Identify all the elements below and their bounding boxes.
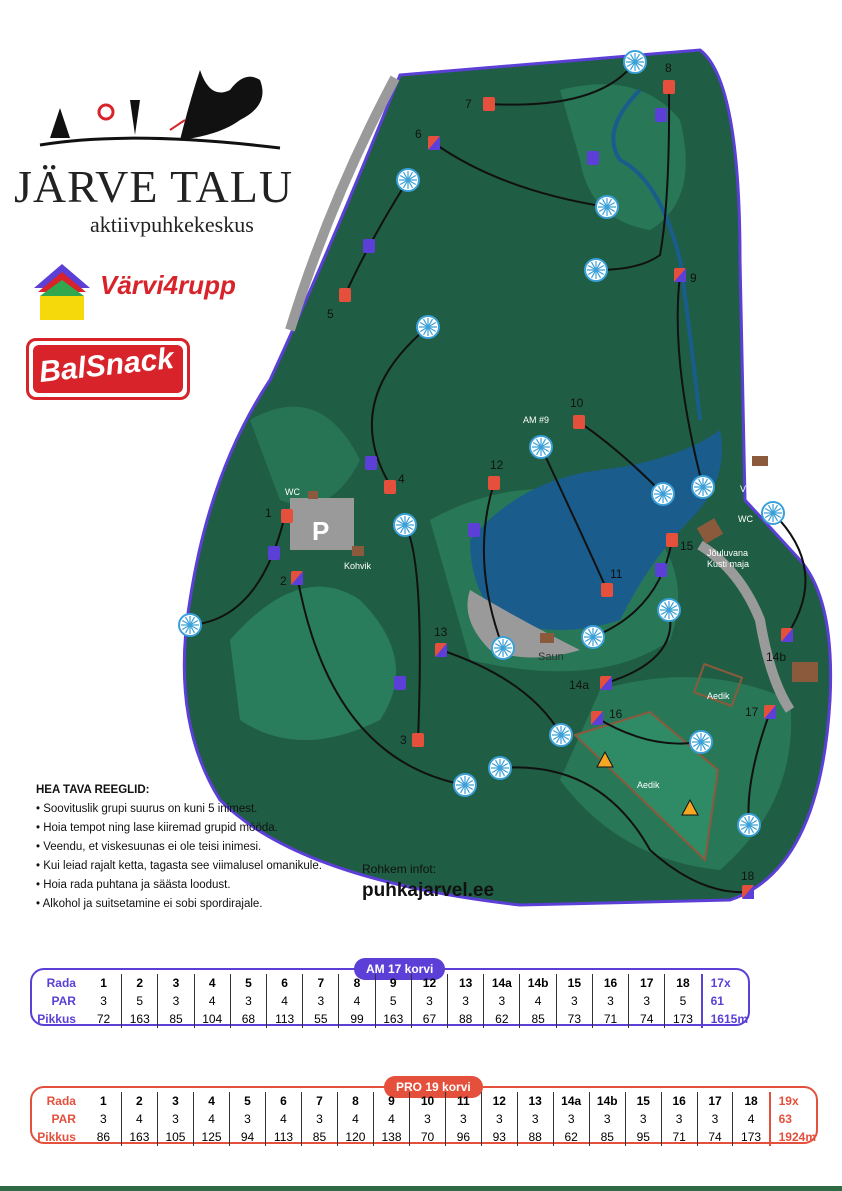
aedik-small-label: Aedik bbox=[707, 691, 730, 701]
pro-rada-cell: 1 bbox=[100, 1094, 107, 1108]
am-par-cell: 3 bbox=[100, 994, 107, 1008]
am-tee bbox=[394, 676, 406, 690]
pro-rada-cell: 13 bbox=[517, 1092, 553, 1110]
am-rada-cell: 12 bbox=[411, 974, 447, 992]
pro-rada-cell: 7 bbox=[302, 1092, 338, 1110]
pro-par-cell: 3 bbox=[302, 1110, 338, 1128]
pro-rada-cell: 3 bbox=[157, 1092, 193, 1110]
basket-icon[interactable] bbox=[394, 514, 416, 536]
pro-pikkus-cell: 125 bbox=[194, 1128, 230, 1146]
hole-number-label: 12 bbox=[490, 458, 504, 472]
aedik-big-label: Aedik bbox=[637, 780, 660, 790]
am-pikkus-label: Pikkus bbox=[37, 1012, 76, 1026]
sponsor-balsnack-label: BalSnack bbox=[37, 342, 176, 389]
am-rada-cell: 14a bbox=[484, 974, 520, 992]
pro-pikkus-cell: 62 bbox=[553, 1128, 589, 1146]
am-rada-cell: 9 bbox=[375, 974, 411, 992]
hole-number-label: 13 bbox=[434, 625, 448, 639]
kohvik-label: Kohvik bbox=[344, 561, 372, 571]
saun-icon bbox=[540, 633, 554, 643]
pro-table bbox=[36, 1092, 816, 1146]
am-tee bbox=[468, 523, 480, 537]
am-scorecard bbox=[30, 962, 750, 1026]
pro-par-cell: 3 bbox=[230, 1110, 266, 1128]
basket-icon[interactable] bbox=[762, 502, 784, 524]
info-url[interactable]: puhkajarvel.ee bbox=[362, 880, 495, 901]
am-par-cell: 4 bbox=[520, 992, 556, 1010]
pro-par-cell: 3 bbox=[589, 1110, 625, 1128]
kohvik-icon bbox=[352, 546, 364, 556]
pro-pikkus-cell: 113 bbox=[265, 1128, 301, 1146]
pro-pikkus-row bbox=[36, 1128, 816, 1146]
am-rada-cell: 17 bbox=[629, 974, 665, 992]
pro-pikkus-cell: 93 bbox=[481, 1128, 517, 1146]
hole-number-label: 4 bbox=[398, 472, 405, 486]
rule-item: • Veendu, et viskesuunas ei ole teisi inimesi. bbox=[36, 840, 366, 854]
am-pikkus-cell: 55 bbox=[303, 1010, 339, 1028]
am-tee bbox=[655, 563, 667, 577]
pro-rada-cell: 15 bbox=[625, 1092, 661, 1110]
pro-rada-cell: 14a bbox=[553, 1092, 589, 1110]
basket-icon[interactable] bbox=[530, 436, 552, 458]
am-par-cell: 3 bbox=[230, 992, 266, 1010]
basket-icon[interactable] bbox=[690, 731, 712, 753]
pro-par-cell: 3 bbox=[481, 1110, 517, 1128]
hole-number-label: 7 bbox=[465, 97, 472, 111]
hole-number-label: 2 bbox=[280, 574, 287, 588]
basket-icon[interactable] bbox=[692, 476, 714, 498]
pro-pikkus-cell: 120 bbox=[337, 1128, 373, 1146]
am-rada-cell: 8 bbox=[339, 974, 375, 992]
pro-pikkus-cell: 95 bbox=[625, 1128, 661, 1146]
am-rada-cell: 13 bbox=[448, 974, 484, 992]
am-pikkus-total: 1615m bbox=[702, 1010, 748, 1028]
rules-box bbox=[36, 784, 366, 916]
am-pikkus-row bbox=[36, 1010, 748, 1028]
pro-tag: PRO 19 korvi bbox=[384, 1076, 483, 1098]
am-tee bbox=[268, 546, 280, 560]
info-label: Rohkem infot: bbox=[362, 862, 437, 876]
pro-rada-cell: 2 bbox=[121, 1092, 157, 1110]
pro-rada-cell: 11 bbox=[445, 1092, 481, 1110]
saun-label: Saun bbox=[538, 651, 564, 663]
sponsor-varvigrupp-icon bbox=[30, 258, 94, 322]
pro-rada-cell: 8 bbox=[337, 1092, 373, 1110]
am-par-cell: 5 bbox=[122, 992, 158, 1010]
hole-number-label: 17 bbox=[745, 705, 759, 719]
pro-par-cell: 3 bbox=[517, 1110, 553, 1128]
pro-pikkus-cell: 94 bbox=[230, 1128, 266, 1146]
pro-par-cell: 4 bbox=[265, 1110, 301, 1128]
rule-item: • Alkohol ja suitsetamine ei sobi spordirajale. bbox=[36, 897, 366, 911]
rule-item: • Kui leiad rajalt ketta, tagasta see viimalusel omanikule. bbox=[36, 859, 366, 873]
hole-number-label: 8 bbox=[665, 61, 672, 75]
sponsor-varvigrupp-label: Värvi4rupp bbox=[100, 270, 236, 300]
am-par-cell: 3 bbox=[484, 992, 520, 1010]
basket-icon[interactable] bbox=[582, 626, 604, 648]
pro-par-cell: 3 bbox=[661, 1110, 697, 1128]
am-pikkus-cell: 88 bbox=[448, 1010, 484, 1028]
pro-par-label: PAR bbox=[51, 1112, 76, 1126]
am-rada-cell: 5 bbox=[230, 974, 266, 992]
am-par-cell: 3 bbox=[303, 992, 339, 1010]
hole-number-label: 3 bbox=[400, 733, 407, 747]
pro-pikkus-cell: 85 bbox=[302, 1128, 338, 1146]
am-par-total: 61 bbox=[702, 992, 748, 1010]
am-rada-cell: 6 bbox=[267, 974, 303, 992]
pro-rada-cell: 4 bbox=[194, 1092, 230, 1110]
pro-par-total: 63 bbox=[770, 1110, 816, 1128]
am-pikkus-cell: 163 bbox=[375, 1010, 411, 1028]
am-par-label: PAR bbox=[51, 994, 76, 1008]
am-pikkus-cell: 73 bbox=[556, 1010, 592, 1028]
am-pikkus-cell: 113 bbox=[267, 1010, 303, 1028]
pro-pikkus-cell: 74 bbox=[697, 1128, 733, 1146]
am-pikkus-cell: 62 bbox=[484, 1010, 520, 1028]
pro-par-cell: 3 bbox=[410, 1110, 446, 1128]
am-par-cell: 4 bbox=[194, 992, 230, 1010]
pro-tee bbox=[483, 97, 495, 111]
am-par-cell: 3 bbox=[592, 992, 628, 1010]
hole-number-label: 9 bbox=[690, 271, 697, 285]
basket-icon[interactable] bbox=[179, 614, 201, 636]
pro-scorecard bbox=[30, 1080, 818, 1144]
vibulasketorn-icon bbox=[752, 456, 768, 466]
am-tag: AM 17 korvi bbox=[354, 958, 445, 980]
hole-number-label: 15 bbox=[680, 539, 694, 553]
wc-left-icon bbox=[308, 491, 318, 499]
pro-rada-cell: 10 bbox=[410, 1092, 446, 1110]
hole-number-label: 14a bbox=[569, 678, 590, 692]
pro-par-cell: 4 bbox=[194, 1110, 230, 1128]
pro-par-row bbox=[36, 1110, 816, 1128]
am-par-cell: 3 bbox=[448, 992, 484, 1010]
am-pikkus-cell: 85 bbox=[520, 1010, 556, 1028]
pro-tee bbox=[384, 480, 396, 494]
rules-heading: HEA TAVA REEGLID: bbox=[36, 784, 150, 796]
basket-icon[interactable] bbox=[454, 774, 476, 796]
basket-icon[interactable] bbox=[652, 483, 674, 505]
pro-tee bbox=[488, 476, 500, 490]
am-pikkus-cell: 85 bbox=[158, 1010, 194, 1028]
pro-tee bbox=[412, 733, 424, 747]
am-pikkus-cell: 163 bbox=[122, 1010, 158, 1028]
pro-pikkus-cell: 138 bbox=[373, 1128, 409, 1146]
vibulasketorn-label: Vibulasketorn bbox=[740, 484, 795, 494]
basket-icon[interactable] bbox=[417, 316, 439, 338]
am-pikkus-cell: 99 bbox=[339, 1010, 375, 1028]
rule-item: • Hoia rada puhtana ja säästa loodust. bbox=[36, 878, 366, 892]
brand-logo bbox=[30, 60, 290, 160]
am-pikkus-cell: 68 bbox=[230, 1010, 266, 1028]
footer-line bbox=[0, 1186, 842, 1191]
am-tee bbox=[587, 151, 599, 165]
wc-right-label: WC bbox=[738, 514, 753, 524]
pro-par-cell: 4 bbox=[337, 1110, 373, 1128]
am-rada-cell: 16 bbox=[592, 974, 628, 992]
pro-rada-total: 19x bbox=[770, 1092, 816, 1110]
am-rada-cell: 4 bbox=[194, 974, 230, 992]
pro-rada-cell: 17 bbox=[697, 1092, 733, 1110]
pro-pikkus-cell: 71 bbox=[661, 1128, 697, 1146]
am-par-cell: 3 bbox=[629, 992, 665, 1010]
pro-pikkus-cell: 70 bbox=[410, 1128, 446, 1146]
pro-pikkus-cell: 163 bbox=[121, 1128, 157, 1146]
am-par-cell: 3 bbox=[556, 992, 592, 1010]
am-rada-cell: 14b bbox=[520, 974, 556, 992]
rules-list bbox=[36, 802, 366, 911]
basket-icon[interactable] bbox=[658, 599, 680, 621]
am-pikkus-cell: 74 bbox=[629, 1010, 665, 1028]
pro-rada-cell: 14b bbox=[589, 1092, 625, 1110]
pro-pikkus-cell: 105 bbox=[157, 1128, 193, 1146]
pro-tee bbox=[281, 509, 293, 523]
pro-par-cell: 3 bbox=[625, 1110, 661, 1128]
pro-rada-cell: 18 bbox=[733, 1092, 770, 1110]
building-right-icon bbox=[792, 662, 818, 682]
pro-tee bbox=[601, 583, 613, 597]
am-rada-cell: 1 bbox=[100, 976, 107, 990]
am-pikkus-cell: 72 bbox=[96, 1012, 111, 1026]
hole-number-label: 1 bbox=[265, 506, 272, 520]
am-par-row bbox=[36, 992, 748, 1010]
am-pikkus-cell: 104 bbox=[194, 1010, 230, 1028]
wc-left-label: WC bbox=[285, 487, 300, 497]
hole-number-label: 18 bbox=[741, 869, 755, 883]
pro-rada-cell: 9 bbox=[373, 1092, 409, 1110]
pro-pikkus-cell: 86 bbox=[96, 1130, 111, 1144]
am-rada-label: Rada bbox=[46, 976, 76, 990]
pro-par-cell: 4 bbox=[373, 1110, 409, 1128]
hole-number-label: 5 bbox=[327, 307, 334, 321]
hole-number-label: 11 bbox=[610, 567, 623, 581]
pro-pikkus-label: Pikkus bbox=[37, 1130, 76, 1144]
pro-rada-label: Rada bbox=[46, 1094, 76, 1108]
rule-item: • Soovituslik grupi suurus on kuni 5 inimest. bbox=[36, 802, 366, 816]
pro-par-cell: 3 bbox=[553, 1110, 589, 1128]
parking-label: P bbox=[312, 516, 330, 546]
pro-par-cell: 3 bbox=[157, 1110, 193, 1128]
am-table bbox=[36, 974, 748, 1028]
pro-par-cell: 3 bbox=[100, 1112, 107, 1126]
am-tee bbox=[365, 456, 377, 470]
hole-number-label: 10 bbox=[570, 396, 584, 410]
am-rada-row bbox=[36, 974, 748, 992]
pro-rada-cell: 5 bbox=[230, 1092, 266, 1110]
am-par-cell: 3 bbox=[411, 992, 447, 1010]
sponsor-balsnack bbox=[26, 338, 190, 400]
am-rada-cell: 7 bbox=[303, 974, 339, 992]
pro-par-cell: 4 bbox=[121, 1110, 157, 1128]
basket-icon[interactable] bbox=[550, 724, 572, 746]
am-par-cell: 5 bbox=[665, 992, 702, 1010]
pro-par-cell: 3 bbox=[697, 1110, 733, 1128]
pro-pikkus-total: 1924m bbox=[770, 1128, 816, 1146]
basket-icon[interactable] bbox=[624, 51, 646, 73]
basket-icon[interactable] bbox=[492, 637, 514, 659]
pro-pikkus-cell: 96 bbox=[445, 1128, 481, 1146]
pro-par-cell: 3 bbox=[445, 1110, 481, 1128]
am-tee bbox=[655, 108, 667, 122]
pro-rada-cell: 16 bbox=[661, 1092, 697, 1110]
pro-rada-cell: 6 bbox=[265, 1092, 301, 1110]
sponsor-varvigrupp bbox=[30, 258, 236, 322]
basket-icon[interactable] bbox=[738, 814, 760, 836]
am-rada-total: 17x bbox=[702, 974, 748, 992]
pro-pikkus-cell: 85 bbox=[589, 1128, 625, 1146]
joulu-label-1: Jõuluvana bbox=[707, 548, 749, 558]
hole-number-label: 16 bbox=[609, 707, 623, 721]
am-pikkus-cell: 67 bbox=[411, 1010, 447, 1028]
am-par-cell: 5 bbox=[375, 992, 411, 1010]
brand-subtitle: aktiivpuhkekeskus bbox=[90, 212, 254, 237]
pro-rada-cell: 12 bbox=[481, 1092, 517, 1110]
basket-icon[interactable] bbox=[596, 196, 618, 218]
am-par-cell: 4 bbox=[339, 992, 375, 1010]
rule-item: • Hoia tempot ning lase kiiremad grupid mööda. bbox=[36, 821, 366, 835]
am-rada-cell: 2 bbox=[122, 974, 158, 992]
pro-pikkus-cell: 173 bbox=[733, 1128, 770, 1146]
am-par-cell: 4 bbox=[267, 992, 303, 1010]
am-rada-cell: 15 bbox=[556, 974, 592, 992]
pro-tee bbox=[339, 288, 351, 302]
pro-tee bbox=[666, 533, 678, 547]
pro-pikkus-cell: 88 bbox=[517, 1128, 553, 1146]
pro-tee bbox=[663, 80, 675, 94]
am-par-cell: 3 bbox=[158, 992, 194, 1010]
am-pikkus-cell: 173 bbox=[665, 1010, 702, 1028]
am-rada-cell: 3 bbox=[158, 974, 194, 992]
basket-icon[interactable] bbox=[489, 757, 511, 779]
am-tee bbox=[363, 239, 375, 253]
basket-icon[interactable] bbox=[585, 259, 607, 281]
am9-label: AM #9 bbox=[523, 415, 550, 425]
brand-title: JÄRVE TALU bbox=[14, 161, 294, 212]
am-pikkus-cell: 71 bbox=[592, 1010, 628, 1028]
pro-par-cell: 4 bbox=[733, 1110, 770, 1128]
joulu-label-2: Kusti maja bbox=[707, 559, 750, 569]
basket-icon[interactable] bbox=[397, 169, 419, 191]
hole-number-label: 14b bbox=[766, 650, 787, 664]
am-rada-cell: 18 bbox=[665, 974, 702, 992]
pro-rada-row bbox=[36, 1092, 816, 1110]
pro-tee bbox=[573, 415, 585, 429]
hole-number-label: 6 bbox=[415, 127, 422, 141]
